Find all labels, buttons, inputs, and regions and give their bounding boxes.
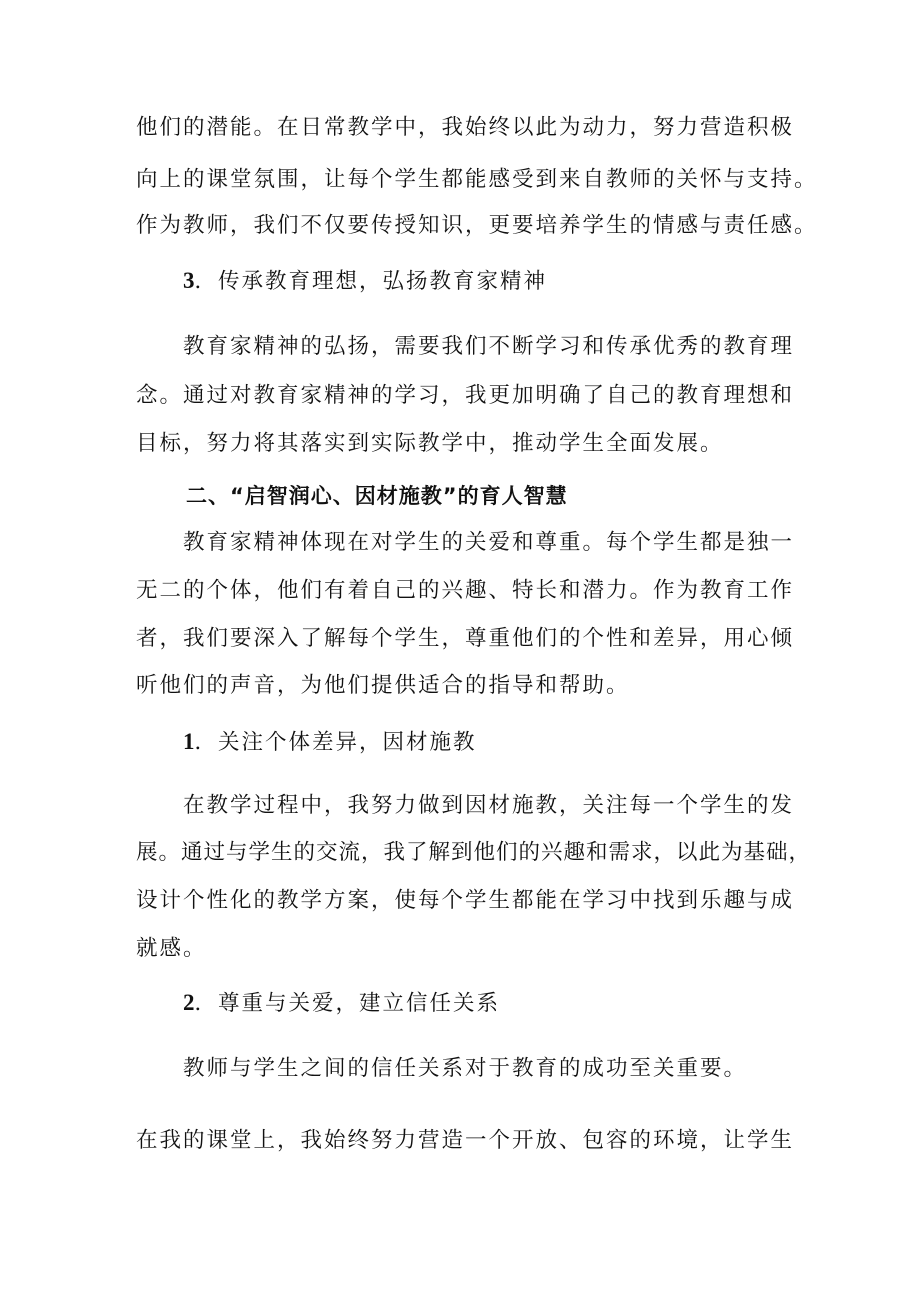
text-line: 设计个性化的教学方案，使每个学生都能在学习中找到乐趣与成 (136, 888, 795, 913)
text-line: 就感。 (136, 936, 207, 961)
subheading-2 (183, 988, 500, 1019)
text-line: 在我的课堂上，我始终努力营造一个开放、包容的环境，让学生 (136, 1128, 795, 1153)
text-line: 教师与学生之间的信任关系对于教育的成功至关重要。 (183, 1056, 748, 1081)
subheading-number: 3 (183, 268, 195, 293)
subheading-text: ．关注个体差异，因材施教 (194, 730, 477, 755)
subheading-number: 1 (183, 729, 195, 754)
text-line: 目标，努力将其落实到实际教学中，推动学生全面发展。 (136, 431, 724, 456)
text-line: 他们的潜能。在日常教学中，我始终以此为动力，努力营造积极 (136, 115, 795, 140)
subheading-text: ．传承教育理想，弘扬教育家精神 (194, 269, 548, 294)
subheading-text: ．尊重与关爱，建立信任关系 (194, 991, 501, 1016)
text-line: 教育家精神的弘扬，需要我们不断学习和传承优秀的教育理 (183, 334, 795, 359)
text-line: 者，我们要深入了解每个学生，尊重他们的个性和差异，用心倾 (136, 626, 795, 651)
subheading-number: 2 (183, 990, 195, 1015)
text-line: 作为教师，我们不仅要传授知识，更要培养学生的情感与责任感。 (136, 213, 818, 238)
text-line: 无二的个体，他们有着自己的兴趣、特长和潜力。作为教育工作 (136, 578, 795, 603)
section-heading: 二、“启智润心、因材施教”的育人智慧 (186, 484, 568, 508)
text-line: 听他们的声音，为他们提供适合的指导和帮助。 (136, 673, 630, 698)
text-line: 向上的课堂氛围，让每个学生都能感受到来自教师的关怀与支持。 (136, 167, 818, 192)
text-line: 念。通过对教育家精神的学习，我更加明确了自己的教育理想和 (136, 383, 795, 408)
subheading-1 (183, 727, 477, 758)
text-line: 在教学过程中，我努力做到因材施教，关注每一个学生的发 (183, 793, 795, 818)
subheading-3 (183, 266, 547, 297)
text-line: 展。通过与学生的交流，我了解到他们的兴趣和需求，以此为基础， (136, 840, 812, 865)
text-line: 教育家精神体现在对学生的关爱和尊重。每个学生都是独一 (183, 530, 795, 555)
